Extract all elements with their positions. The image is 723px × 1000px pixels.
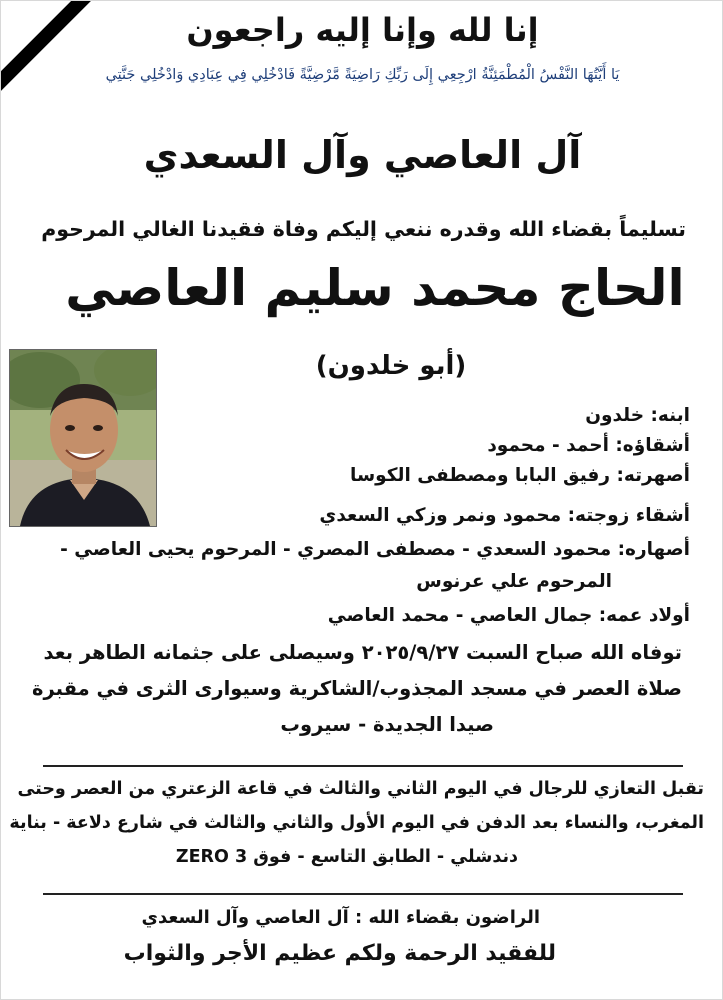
mourners-line: الراضون بقضاء الله : آل العاصي وآل السعدي — [141, 907, 540, 928]
relative-in-laws: أصهاره: محمود السعدي - مصطفى المصري - المرحوم يحيى العاصي - — [60, 539, 690, 560]
families-title: آل العاصي وآل السعدي — [143, 133, 582, 177]
portrait-illustration — [10, 350, 156, 526]
relative-cousins: أولاد عمه: جمال العاصي - محمد العاصي — [327, 605, 690, 626]
deceased-kunya: (أبو خلدون) — [315, 351, 467, 381]
deceased-name: الحاج محمد سليم العاصي — [65, 259, 685, 317]
condolences-line-1: تقبل التعازي للرجال في اليوم الثاني والثالث في قاعة الزعتري من العصر وحتى — [17, 779, 704, 799]
headline: إنا لله وإنا إليه راجعون — [186, 11, 539, 49]
condolences-line-2: المغرب، والنساء بعد الدفن في اليوم الأول والثاني والثالث في شارع دلاعة - بناية — [9, 813, 704, 833]
relative-son: ابنه: خلدون — [585, 405, 690, 426]
quran-verse: يَا أَيَّتُهَا النَّفْسُ الْمُطْمَئِنَّةُ ارْجِعِي إِلَى رَبِّكِ رَاضِيَةً مَّرْضِيَّةً فَادْخُلِي فِي عِبَادِي وَادْخُلِي جَنَّتِي — [105, 67, 620, 83]
relative-in-laws-continued: المرحوم علي عرنوس — [416, 571, 612, 592]
funeral-line-1: توفاه الله صباح السبت ٢٠٢٥/٩/٢٧ وسيصلى على جثمانه الطاهر بعد — [43, 641, 682, 664]
condolences-line-3: دندشلي - الطابق التاسع - فوق ZERO 3 — [175, 847, 518, 867]
funeral-line-3: صيدا الجديدة - سيروب — [280, 713, 494, 736]
closing-line: للفقيد الرحمة ولكم عظيم الأجر والثواب — [123, 941, 556, 966]
relative-brothers: أشقاؤه: أحمد - محمود — [487, 435, 690, 456]
deceased-photo — [9, 349, 157, 527]
divider-top — [43, 765, 683, 767]
funeral-line-2: صلاة العصر في مسجد المجذوب/الشاكرية وسيوارى الثرى في مقبرة — [31, 677, 682, 700]
relative-wife-brothers: أشقاء زوجته: محمود ونمر وزكي السعدي — [319, 505, 690, 526]
announcement-text: تسليماً بقضاء الله وقدره ننعي إليكم وفاة فقيدنا الغالي المرحوم — [41, 217, 686, 241]
relative-brothers-in-law: أصهرته: رفيق البابا ومصطفى الكوسا — [350, 465, 690, 486]
divider-bottom — [43, 893, 683, 895]
